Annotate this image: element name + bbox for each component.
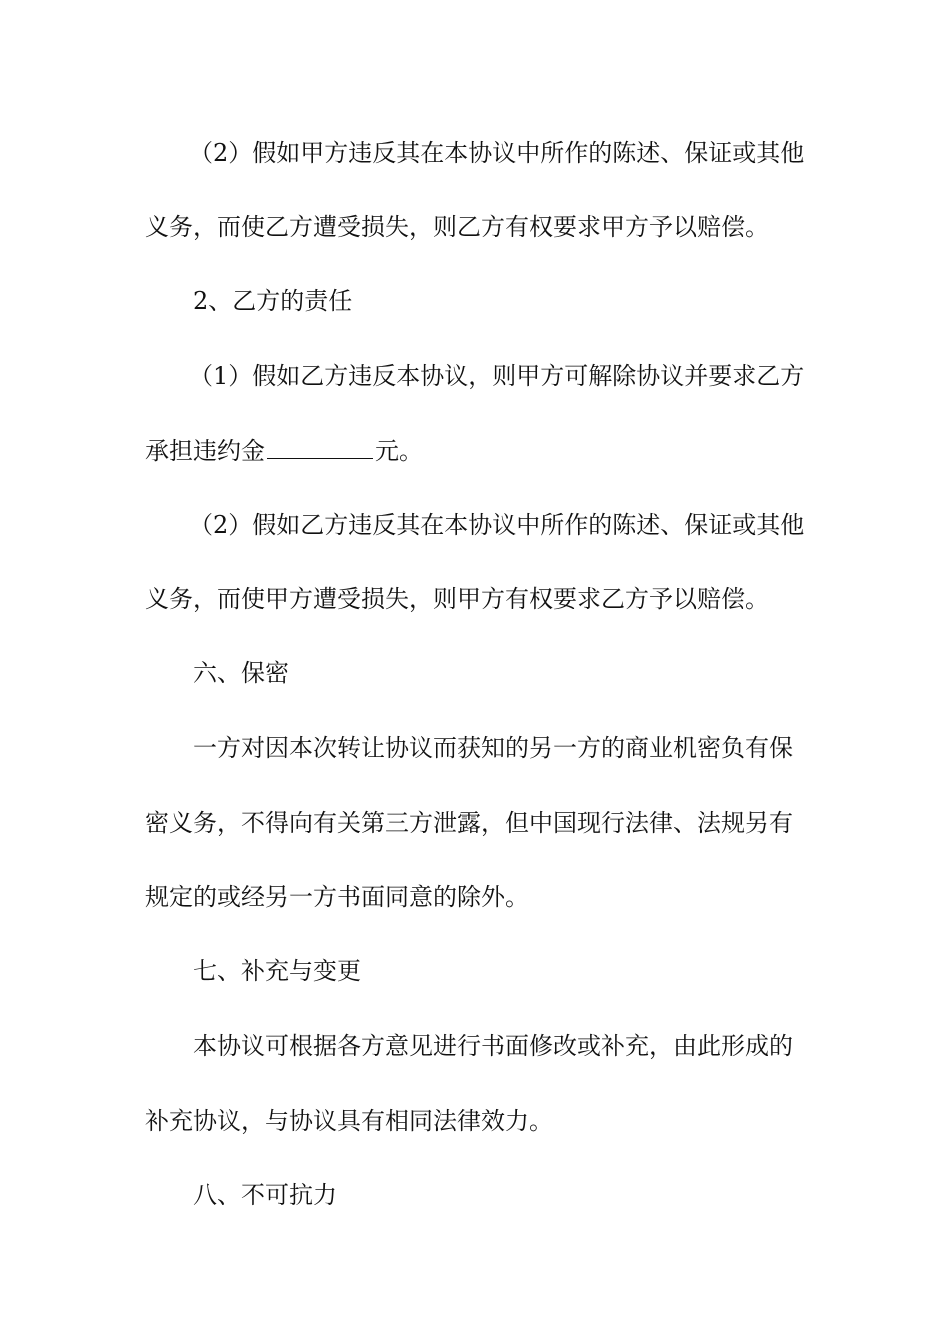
paragraph-line: 补充协议，与协议具有相同法律效力。 [145, 1107, 553, 1135]
fill-in-blank [267, 436, 373, 459]
paragraph-line: 义务，而使乙方遭受损失，则乙方有权要求甲方予以赔偿。 [145, 213, 769, 241]
paragraph-line: 本协议可根据各方意见进行书面修改或补充，由此形成的 [193, 1032, 793, 1060]
paragraph-line [145, 434, 815, 468]
section-heading: 八、不可抗力 [193, 1181, 337, 1209]
paragraph-line: （1）假如乙方违反本协议，则甲方可解除协议并要求乙方 [189, 362, 805, 390]
section-heading: 七、补充与变更 [193, 957, 361, 985]
penalty-label: 承担违约金 [145, 437, 265, 465]
paragraph-line: （2）假如乙方违反其在本协议中所作的陈述、保证或其他 [189, 511, 805, 539]
paragraph-line: 一方对因本次转让协议而获知的另一方的商业机密负有保 [193, 734, 793, 762]
paragraph-line: （2）假如甲方违反其在本协议中所作的陈述、保证或其他 [189, 139, 805, 167]
paragraph-line: 规定的或经另一方书面同意的除外。 [145, 883, 529, 911]
paragraph-line: 密义务，不得向有关第三方泄露，但中国现行法律、法规另有 [145, 809, 793, 837]
currency-unit: 元。 [375, 437, 423, 465]
section-heading: 2、乙方的责任 [193, 287, 353, 315]
section-heading: 六、保密 [193, 659, 289, 687]
paragraph-line: 义务，而使甲方遭受损失，则甲方有权要求乙方予以赔偿。 [145, 585, 769, 613]
